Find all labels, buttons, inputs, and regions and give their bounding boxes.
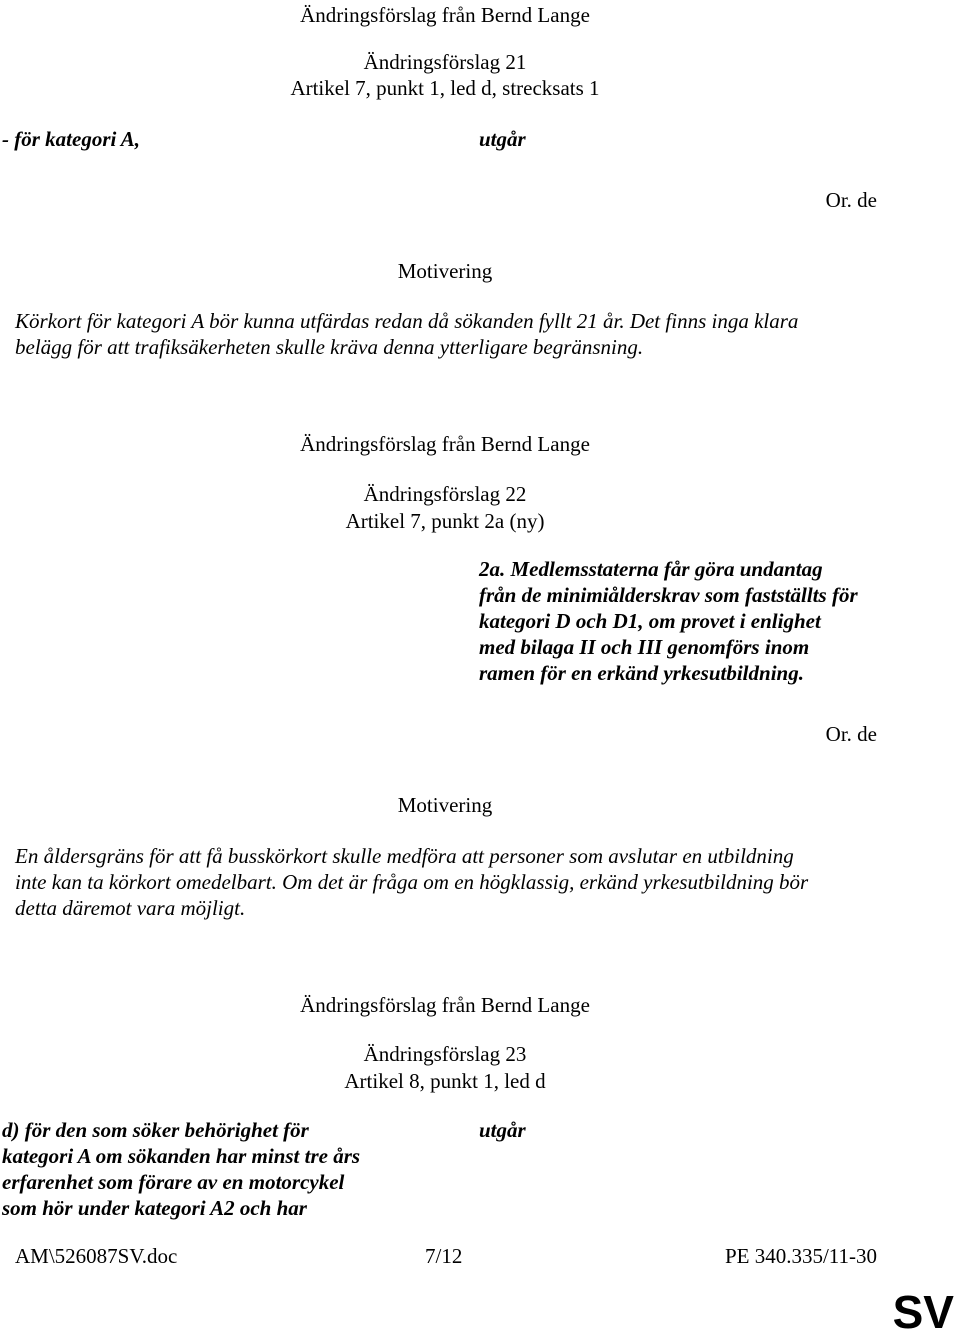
amendment-22-article: Artikel 7, punkt 2a (ny) <box>345 509 545 533</box>
footer-pe-ref: PE 340.335/11-30 <box>724 1244 877 1268</box>
amendment-21-author: Ändringsförslag från Bernd Lange <box>300 3 590 27</box>
footer-page-number: 7/12 <box>425 1244 463 1268</box>
amendment-21-amendment-text: utgår <box>479 127 526 151</box>
amendment-22-author: Ändringsförslag från Bernd Lange <box>300 432 590 456</box>
amendment-21-article: Artikel 7, punkt 1, led d, strecksats 1 <box>290 76 600 100</box>
commission-text-line: erfarenhet som förare av en motorcykel <box>2 1170 345 1194</box>
justification-line: Körkort för kategori A bör kunna utfärdas redan då sökanden fyllt 21 år. Det finns inga klara <box>15 309 799 333</box>
amendment-21-justification-heading: Motivering <box>397 259 493 283</box>
amendment-23-number: Ändringsförslag 23 <box>363 1042 527 1066</box>
amendment-text-line: 2a. Medlemsstaterna får göra undantag <box>479 557 823 581</box>
commission-text-line: kategori A om sökanden har minst tre års <box>2 1144 361 1168</box>
amendment-21-justification <box>15 308 798 360</box>
amendment-22-amendment-text <box>479 556 858 686</box>
amendment-22-original-language: Or. de <box>825 722 877 746</box>
justification-line: En åldersgräns för att få busskörkort skulle medföra att personer som avslutar en utbildning <box>15 844 794 868</box>
amendment-21-original-language: Or. de <box>825 188 877 212</box>
amendment-21-commission-text: - för kategori A, <box>2 127 141 151</box>
amendment-23-commission-text <box>2 1117 360 1221</box>
amendment-23-author: Ändringsförslag från Bernd Lange <box>300 993 590 1017</box>
amendment-22-justification <box>15 843 808 921</box>
commission-text-line: d) för den som söker behörighet för <box>2 1118 309 1142</box>
amendment-22-justification-heading: Motivering <box>397 793 493 817</box>
footer-doc-ref: AM\526087SV.doc <box>15 1244 178 1268</box>
justification-line: detta däremot vara möjligt. <box>15 896 246 920</box>
amendment-text-line: ramen för en erkänd yrkesutbildning. <box>479 661 804 685</box>
amendment-text-line: med bilaga II och III genomförs inom <box>479 635 810 659</box>
amendment-text-line: kategori D och D1, om provet i enlighet <box>479 609 821 633</box>
amendment-23-article: Artikel 8, punkt 1, led d <box>344 1069 546 1093</box>
language-code: SV <box>892 1286 954 1338</box>
commission-text-line: som hör under kategori A2 och har <box>2 1196 307 1220</box>
amendment-23-amendment-text: utgår <box>479 1118 526 1142</box>
amendment-21-number: Ändringsförslag 21 <box>363 50 527 74</box>
justification-line: inte kan ta körkort omedelbart. Om det är fråga om en högklassig, erkänd yrkesutbildning bör <box>15 870 809 894</box>
amendment-22-number: Ändringsförslag 22 <box>363 482 527 506</box>
amendment-text-line: från de minimiålderskrav som fastställts för <box>479 583 858 607</box>
justification-line: belägg för att trafiksäkerheten skulle kräva denna ytterligare begränsning. <box>15 335 644 359</box>
